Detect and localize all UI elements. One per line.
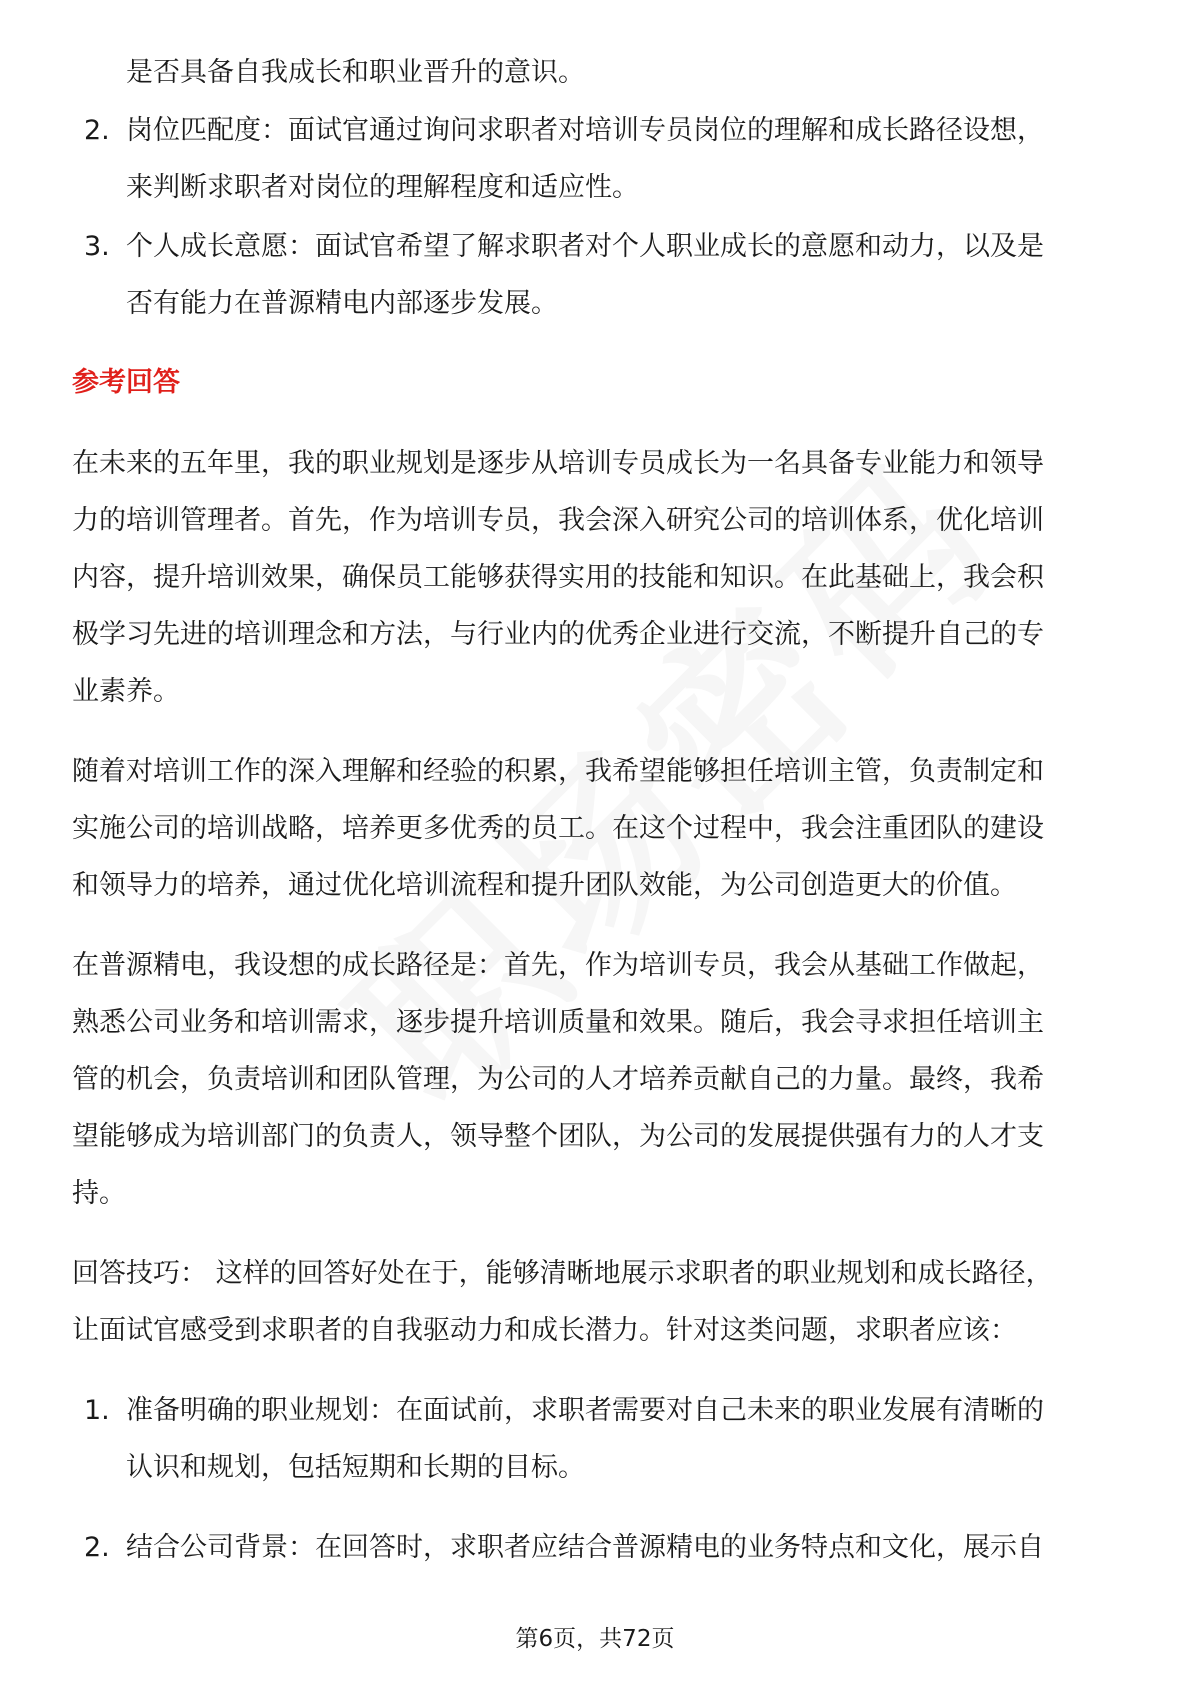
list-number: 2. <box>84 1532 110 1563</box>
paragraph-line: 随着对培训工作的深入理解和经验的积累，我希望能够担任培训主管，负责制定和 <box>72 756 1044 787</box>
paragraph-line: 持。 <box>72 1178 126 1209</box>
paragraph-line: 内容，提升培训效果，确保员工能够获得实用的技能和知识。在此基础上，我会积 <box>72 562 1044 593</box>
list-line: 岗位匹配度：面试官通过询问求职者对培训专员岗位的理解和成长路径设想， <box>126 115 1044 146</box>
top-list <box>72 102 1118 332</box>
paragraph-line: 力的培训管理者。首先，作为培训专员，我会深入研究公司的培训体系，优化培训 <box>72 505 1044 536</box>
paragraph-line: 实施公司的培训战略，培养更多优秀的员工。在这个过程中，我会注重团队的建设 <box>72 813 1044 844</box>
paragraph-line: 管的机会，负责培训和团队管理，为公司的人才培养贡献自己的力量。最终，我希 <box>72 1064 1044 1095</box>
paragraph-line: 极学习先进的培训理念和方法，与行业内的优秀企业进行交流，不断提升自己的专 <box>72 619 1044 650</box>
paragraph <box>72 937 1118 1222</box>
list-item <box>72 218 1118 332</box>
paragraph-line: 业素养。 <box>72 676 180 707</box>
list-line: 来判断求职者对岗位的理解程度和适应性。 <box>126 172 639 203</box>
page-footer: 第6页，共72页 <box>515 1626 675 1652</box>
paragraph-line: 在未来的五年里，我的职业规划是逐步从培训专员成长为一名具备专业能力和领导 <box>72 448 1044 479</box>
answer-tips-paragraph <box>72 1245 1118 1359</box>
list-line: 结合公司背景：在回答时，求职者应结合普源精电的业务特点和文化，展示自 <box>126 1532 1044 1563</box>
paragraph-line: 回答技巧： 这样的回答好处在于，能够清晰地展示求职者的职业规划和成长路径， <box>72 1258 1053 1289</box>
paragraph-line: 望能够成为培训部门的负责人，领导整个团队，为公司的发展提供强有力的人才支 <box>72 1121 1044 1152</box>
section-title: 参考回答 <box>72 367 180 398</box>
paragraph-line: 熟悉公司业务和培训需求，逐步提升培训质量和效果。随后，我会寻求担任培训主 <box>72 1007 1044 1038</box>
list-line: 准备明确的职业规划：在面试前，求职者需要对自己未来的职业发展有清晰的 <box>126 1395 1044 1426</box>
list-item <box>72 1382 1118 1496</box>
paragraph-line: 在普源精电，我设想的成长路径是：首先，作为培训专员，我会从基础工作做起， <box>72 950 1044 981</box>
list-continuation: 是否具备自我成长和职业晋升的意识。 <box>126 57 585 88</box>
list-line: 认识和规划，包括短期和长期的目标。 <box>126 1452 585 1483</box>
paragraph <box>72 743 1118 914</box>
list-line: 个人成长意愿：面试官希望了解求职者对个人职业成长的意愿和动力，以及是 <box>126 231 1044 262</box>
list-number: 2. <box>84 115 110 146</box>
tips-list <box>72 1382 1118 1576</box>
paragraph-line: 让面试官感受到求职者的自我驱动力和成长潜力。针对这类问题，求职者应该： <box>72 1315 1017 1346</box>
list-line: 否有能力在普源精电内部逐步发展。 <box>126 288 558 319</box>
list-number: 1. <box>84 1395 110 1426</box>
paragraph-line: 和领导力的培养，通过优化培训流程和提升团队效能，为公司创造更大的价值。 <box>72 870 1017 901</box>
document-body <box>72 44 1118 1576</box>
list-number: 3. <box>84 231 110 262</box>
list-item <box>72 1519 1118 1576</box>
list-item <box>72 102 1118 216</box>
paragraph <box>72 435 1118 720</box>
